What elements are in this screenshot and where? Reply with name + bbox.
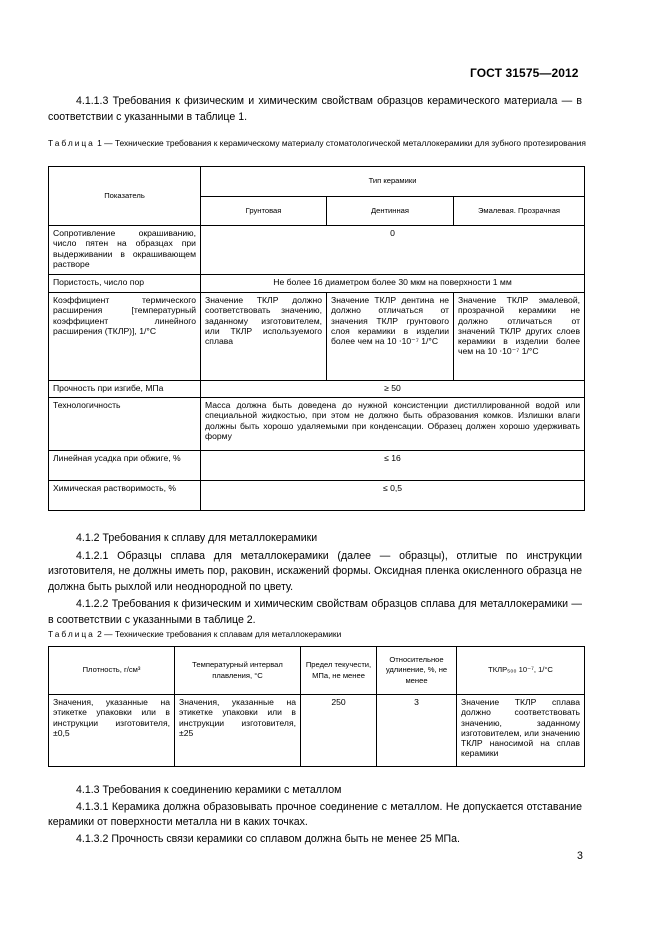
section-4-1-3-title: 4.1.3 Требования к соединению керамики с металлом [76, 784, 342, 796]
t1-row-label: Линейная усадка при обжиге, % [49, 451, 201, 481]
t1-row-label: Сопротивление окрашиванию, число пятен на образцах при выдерживании в окрашивающем растворе [49, 226, 201, 275]
t2-cell-yield-strength: 250 [301, 695, 377, 767]
table2-caption [48, 629, 588, 641]
paragraph-4-1-3-2: 4.1.3.2 Прочность связи керамики со сплавом должна быть не менее 25 МПа. [76, 832, 460, 845]
paragraph-4-1-3-1: 4.1.3.1 Керамика должна образовывать прочное соединение с металлом. Не допускается отставание керамики от поверхности металла ни в каких точках. [48, 800, 582, 828]
t1-header-indicator: Показатель [49, 167, 201, 226]
t2-header-elongation: Относительное удлинение, %, не менее [377, 647, 457, 695]
section-4-1-2-title: 4.1.2 Требования к сплаву для металлокерамики [76, 532, 318, 544]
table2-caption-prefix: Таблица [48, 629, 95, 639]
t1-header-primer: Грунтовая [201, 197, 327, 226]
table-row [49, 451, 585, 481]
table-row [49, 398, 585, 451]
table-row [49, 275, 585, 293]
table-row [49, 226, 585, 275]
t1-row-label: Прочность при изгибе, МПа [49, 381, 201, 398]
table-row [49, 481, 585, 511]
t1-cell-enamel: Значение ТКЛР эмалевой, прозрачной керамики не должно отличаться от значений ТКЛР других слоев керамики в изделии более чем на 10 ⋅10⁻⁷ 1/°С [454, 293, 585, 381]
t1-header-ceramic-type: Тип керамики [201, 167, 585, 197]
t1-row-value: 0 [201, 226, 585, 275]
t1-row-value: Масса должна быть доведена до нужной консистенции дистиллированной водой или специальной жидкостью, при этом не должно быть образования комков. Излишки влаги должны быть хорошо удаляемыми при конденсации. Образец должен хорошо удерживать форму [201, 398, 585, 451]
t2-header-tclr: ТКЛР₅₀₀ 10⁻⁷, 1/°С [457, 647, 585, 695]
table-1 [48, 166, 585, 511]
table-2 [48, 646, 585, 767]
table-row [49, 293, 585, 381]
t2-cell-density: Значения, указанные на этикетке упаковки или в инструкции изготовителя, ±0,5 [49, 695, 175, 767]
t2-header-yield-strength: Предел текучести, МПа, не менее [301, 647, 377, 695]
t1-row-value: ≤ 0,5 [201, 481, 585, 511]
t2-header-melting-range: Температурный интервал плавления, °С [175, 647, 301, 695]
t1-row-value: ≥ 50 [201, 381, 585, 398]
t1-header-enamel: Эмалевая. Прозрачная [454, 197, 585, 226]
t2-cell-melting-range: Значения, указанные на этикетке упаковки или в инструкции изготовителя, ±25 [175, 695, 301, 767]
page-number: 3 [577, 850, 583, 862]
t1-row-label: Пористость, число пор [49, 275, 201, 293]
t1-row-value: Не более 16 диаметром более 30 мкм на поверхности 1 мм [201, 275, 585, 293]
t1-cell-dentin: Значение ТКЛР дентина не должно отличаться от значения ТКЛР грунтового слоя керамики в изделии более чем на 10 ⋅10⁻⁷ 1/°С [327, 293, 454, 381]
t1-row-label: Технологичность [49, 398, 201, 451]
t2-cell-tclr: Значение ТКЛР сплава должно соответствовать значению, заданному изготовителем, или значению ТКЛР наносимой на сплав керамики [457, 695, 585, 767]
document-code: ГОСТ 31575—2012 [470, 66, 579, 80]
section-4-1-3 [48, 783, 582, 847]
paragraph-4-1-2-2: 4.1.2.2 Требования к физическим и химическим свойствам образцов сплава для металлокерамики — в соответствии с указанными в таблице 2. [48, 598, 582, 626]
t1-cell-primer: Значение ТКЛР должно соответствовать значению, заданному изготовителем, или ТКЛР используемого сплава [201, 293, 327, 381]
paragraph-4-1-2-1: 4.1.2.1 Образцы сплава для металлокерамики (далее — образцы), отлитые по инструкции изготовителя, не должны иметь пор, раковин, искажений формы. Оксидная пленка окисленного образца не должна быть рыхлой или неоднородной по цвету. [48, 549, 582, 593]
t1-row-value: ≤ 16 [201, 451, 585, 481]
section-4-1-2 [48, 531, 582, 628]
table1-caption-prefix: Таблица [48, 138, 95, 148]
paragraph-4-1-1-3: 4.1.1.3 Требования к физическим и химическим свойствам образцов керамического материала — в соответствии с указанными в таблице 1. [48, 95, 582, 123]
t1-header-dentin: Дентинная [327, 197, 454, 226]
t2-header-density: Плотность, г/см³ [49, 647, 175, 695]
t1-row-label: Коэффициент термического расширения [температурный коэффициент линейного расширения (ТКЛР)], 1/°С [49, 293, 201, 381]
t2-cell-elongation: 3 [377, 695, 457, 767]
table1-caption-text: 1 — Технические требования к керамическому материалу стоматологической металлокерамики для зубного протезирования [97, 138, 586, 148]
t1-row-label: Химическая растворимость, % [49, 481, 201, 511]
table1-caption [48, 138, 588, 150]
table-row [49, 695, 585, 767]
table-row [49, 381, 585, 398]
intro-paragraph [48, 94, 582, 125]
table2-caption-text: 2 — Технические требования к сплавам для металлокерамики [97, 629, 342, 639]
